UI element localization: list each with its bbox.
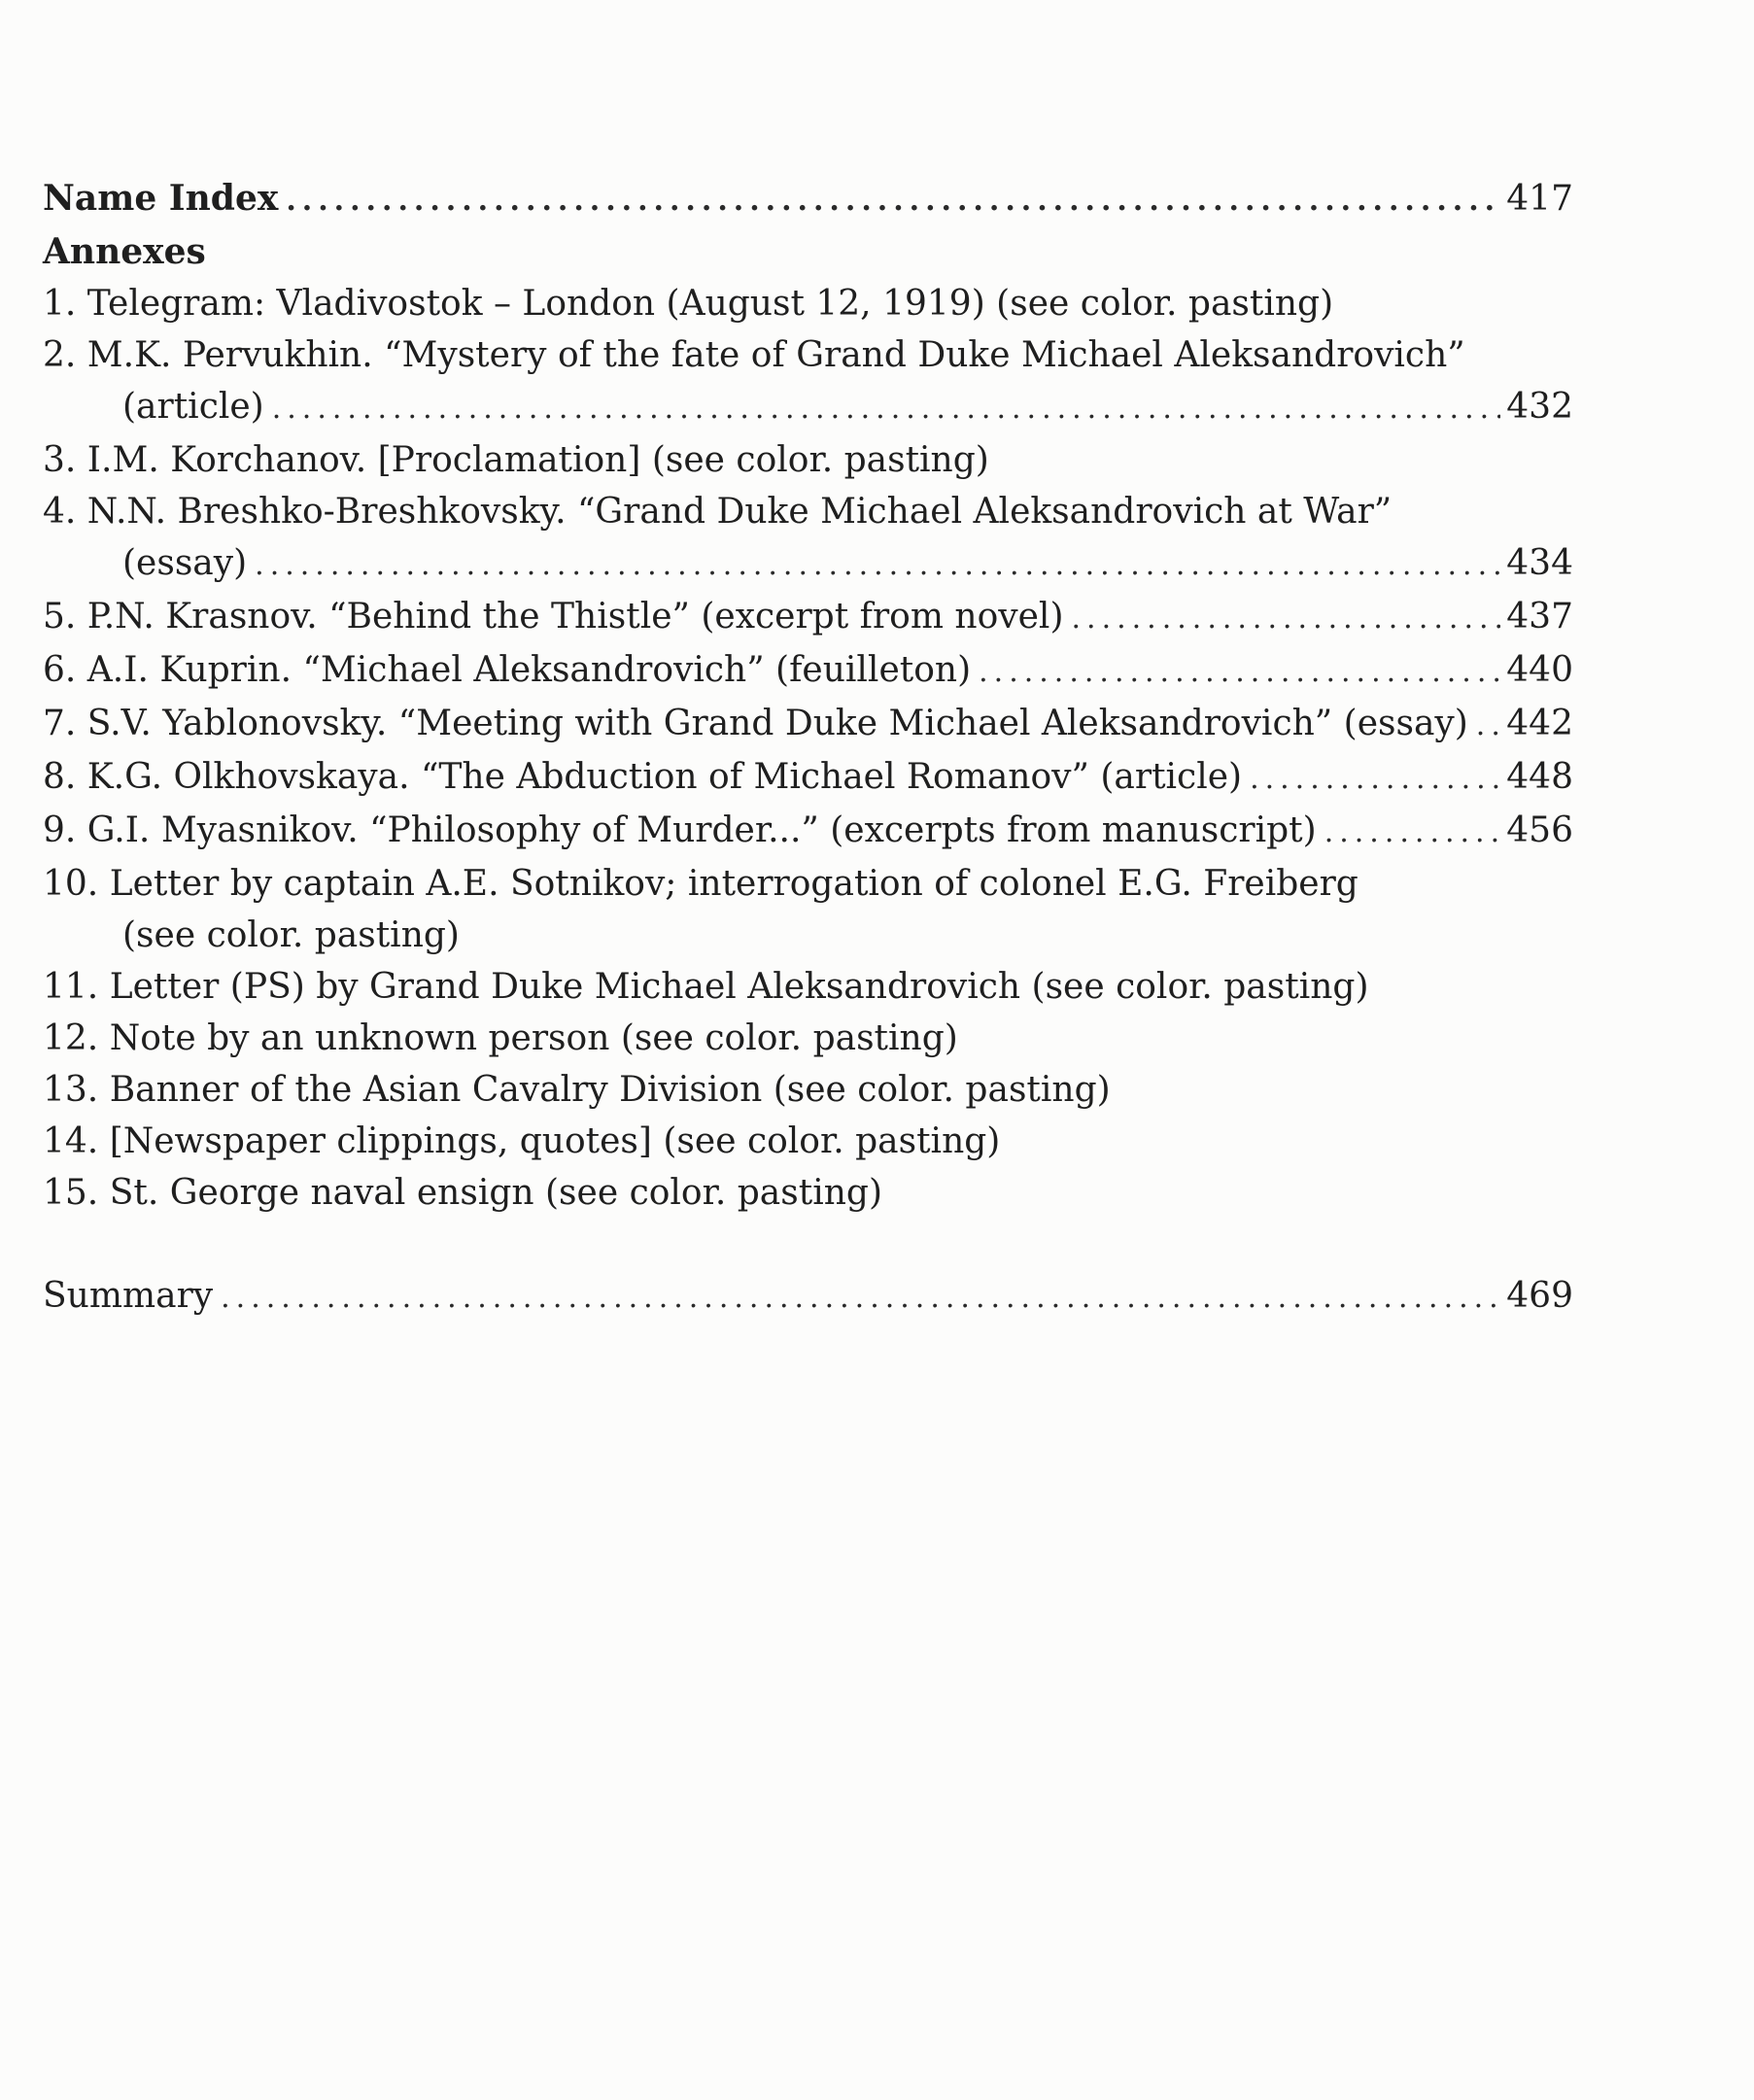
dot-leader bbox=[255, 539, 1500, 591]
annex-item-2-cont bbox=[43, 381, 1573, 434]
toc-page-number: 442 bbox=[1506, 704, 1573, 743]
toc-page-number: 469 bbox=[1506, 1276, 1573, 1316]
annex-item-3: 3. I.M. Korchanov. [Proclamation] (see color. pasting) bbox=[43, 440, 989, 480]
dot-leader bbox=[1476, 700, 1500, 751]
toc-page-number: 437 bbox=[1506, 597, 1573, 637]
annex-item-1: 1. Telegram: Vladivostok – London (August 12, 1919) (see color. pasting) bbox=[43, 284, 1334, 324]
annex-item-6 bbox=[43, 644, 1573, 698]
annex-item-4: 4. N.N. Breshko-Breshkovsky. “Grand Duke Michael Aleksandrovich at War” bbox=[43, 492, 1393, 532]
annex-item-15: 15. St. George naval ensign (see color. pasting) bbox=[43, 1173, 882, 1213]
toc-entry-name-index bbox=[43, 173, 1573, 226]
toc-entry-title: 5. P.N. Krasnov. “Behind the Thistle” (excerpt from novel) bbox=[43, 597, 1064, 637]
annex-item-9 bbox=[43, 805, 1573, 858]
annex-item-14: 14. [Newspaper clippings, quotes] (see color. pasting) bbox=[43, 1121, 1001, 1161]
dot-leader bbox=[1250, 753, 1500, 805]
dot-leader bbox=[1072, 593, 1501, 644]
dot-leader bbox=[1324, 807, 1501, 858]
toc-page-number: 448 bbox=[1506, 757, 1573, 797]
toc-entry-title: Name Index bbox=[43, 178, 279, 219]
toc-entry-title: (article) bbox=[122, 387, 264, 427]
toc-page-number: 456 bbox=[1506, 810, 1573, 850]
dot-leader bbox=[272, 383, 1501, 434]
annex-item-4-cont bbox=[43, 537, 1573, 591]
dot-leader bbox=[286, 175, 1500, 226]
annex-item-7 bbox=[43, 698, 1573, 751]
toc-page-number: 432 bbox=[1506, 387, 1573, 427]
annex-item-10-cont: (see color. pasting) bbox=[122, 915, 460, 955]
annex-item-8 bbox=[43, 751, 1573, 805]
toc-entry-title: Summary bbox=[43, 1276, 214, 1316]
toc-entry-title: 8. K.G. Olkhovskaya. “The Abduction of Michael Romanov” (article) bbox=[43, 757, 1243, 797]
annex-item-5 bbox=[43, 591, 1573, 644]
toc-entry-title: 6. A.I. Kuprin. “Michael Aleksandrovich” (feuilleton) bbox=[43, 650, 972, 690]
annex-item-2: 2. M.K. Pervukhin. “Mystery of the fate of Grand Duke Michael Aleksandrovich” bbox=[43, 335, 1465, 375]
annex-item-12: 12. Note by an unknown person (see color. pasting) bbox=[43, 1018, 958, 1058]
toc-entry-title: (essay) bbox=[122, 543, 248, 583]
toc-page-number: 434 bbox=[1506, 543, 1573, 583]
annex-item-10: 10. Letter by captain A.E. Sotnikov; interrogation of colonel E.G. Freiberg bbox=[43, 864, 1358, 904]
table-of-contents bbox=[43, 173, 1573, 1324]
toc-entry-summary bbox=[43, 1270, 1573, 1324]
dot-leader bbox=[221, 1272, 1500, 1324]
toc-page-number: 417 bbox=[1506, 179, 1573, 219]
annex-item-11: 11. Letter (PS) by Grand Duke Michael Aleksandrovich (see color. pasting) bbox=[43, 967, 1369, 1007]
dot-leader bbox=[979, 646, 1500, 698]
toc-entry-title: 9. G.I. Myasnikov. “Philosophy of Murder...” (excerpts from manuscript) bbox=[43, 810, 1317, 850]
annexes-heading: Annexes bbox=[43, 231, 206, 272]
toc-page-number: 440 bbox=[1506, 650, 1573, 690]
toc-entry-title: 7. S.V. Yablonovsky. “Meeting with Grand Duke Michael Aleksandrovich” (essay) bbox=[43, 704, 1468, 743]
annex-item-13: 13. Banner of the Asian Cavalry Division (see color. pasting) bbox=[43, 1070, 1111, 1110]
